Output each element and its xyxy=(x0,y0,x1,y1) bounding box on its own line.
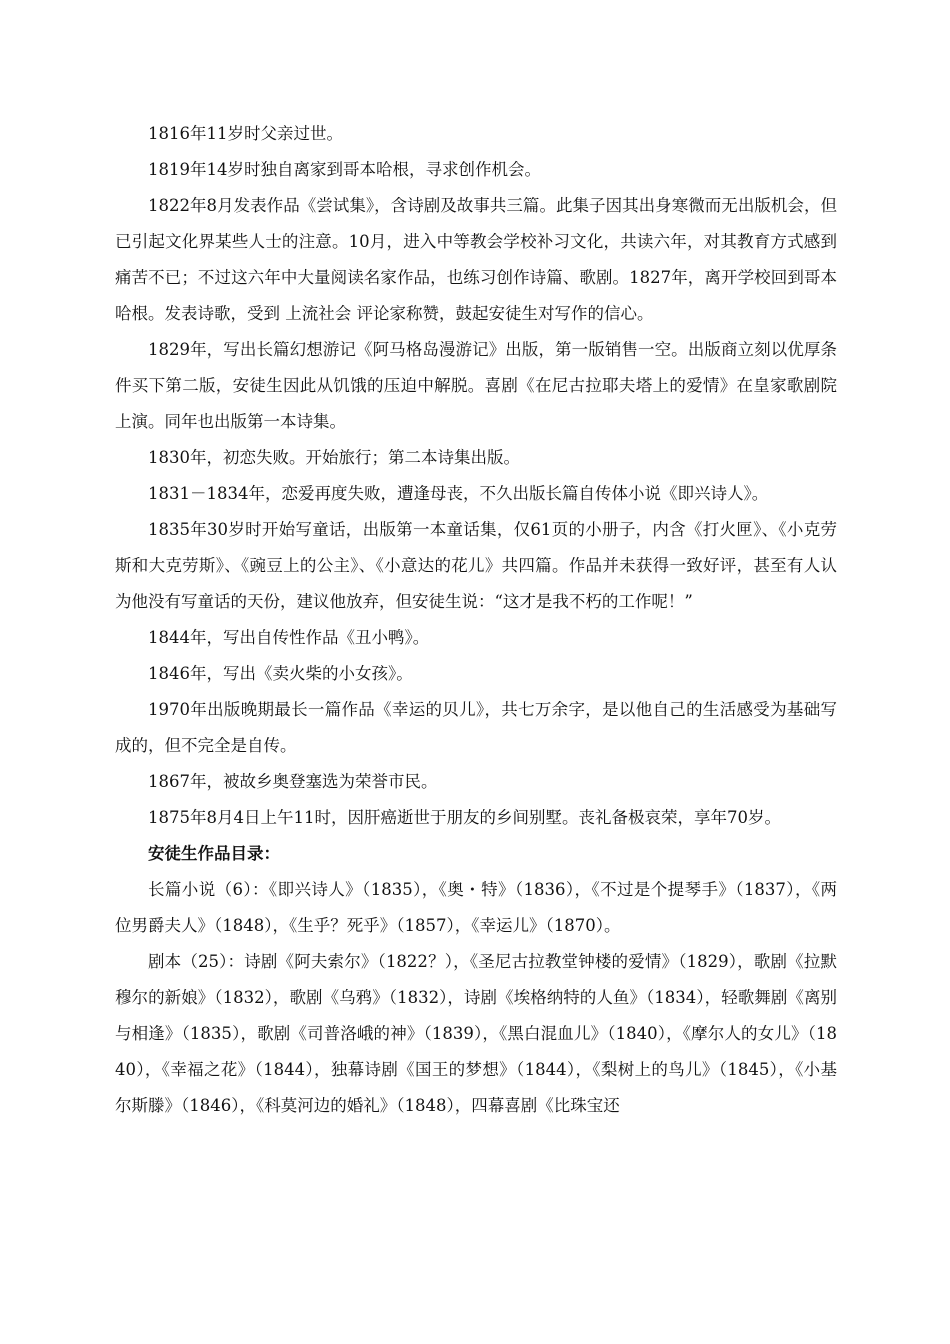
bio-paragraph-1846: 1846年，写出《卖火柴的小女孩》。 xyxy=(148,664,413,683)
bio-paragraph-1819: 1819年14岁时独自离家到哥本哈根，寻求创作机会。 xyxy=(148,160,541,179)
bio-paragraph-1830: 1830年，初恋失败。开始旅行；第二本诗集出版。 xyxy=(148,448,520,467)
works-plays: 剧本（25）：诗剧《阿夫索尔》（1822？），《圣尼古拉教堂钟楼的爱情》（1829），歌剧《拉默穆尔的新娘》（1832），歌剧《乌鸦》（1832），诗剧《埃格纳特的人鱼》（1834），轻歌舞剧《离别与相逢》（1835），歌剧《司普洛峨的神》（1839），《黑白混血儿》（1840），《摩尔人的女儿》（1840），《幸福之花》（1844），独幕诗剧《国王的梦想》（1844），《梨树上的鸟儿》（1845），《小基尔斯滕》（1846），《科莫河边的婚礼》（1848），四幕喜剧《比珠宝还 xyxy=(115,952,837,1115)
bio-paragraph-1829: 1829年，写出长篇幻想游记《阿马格岛漫游记》出版，第一版销售一空。出版商立刻以优厚条件买下第二版，安徒生因此从饥饿的压迫中解脱。喜剧《在尼古拉耶夫塔上的爱情》在皇家歌剧院上演。同年也出版第一本诗集。 xyxy=(115,340,837,431)
document-body xyxy=(115,116,837,1124)
bio-paragraph-1831: 1831－1834年，恋爱再度失败，遭逢母丧，不久出版长篇自传体小说《即兴诗人》。 xyxy=(148,484,769,503)
bio-paragraph-1816: 1816年11岁时父亲过世。 xyxy=(148,124,343,143)
bio-paragraph-1867: 1867年，被故乡奥登塞选为荣誉市民。 xyxy=(148,772,438,791)
bio-paragraph-1835: 1835年30岁时开始写童话，出版第一本童话集，仅61页的小册子，内含《打火匣》、《小克劳斯和大克劳斯》、《豌豆上的公主》、《小意达的花儿》共四篇。作品并未获得一致好评，甚至有人认为他没有写童话的天份，建议他放弃，但安徒生说：“这才是我不朽的工作呢！” xyxy=(115,520,837,611)
bio-paragraph-1970: 1970年出版晚期最长一篇作品《幸运的贝儿》，共七万余字，是以他自己的生活感受为基础写成的，但不完全是自传。 xyxy=(115,700,837,755)
bio-paragraph-1844: 1844年，写出自传性作品《丑小鸭》。 xyxy=(148,628,430,647)
works-novels: 长篇小说（6）：《即兴诗人》（1835），《奥・特》（1836），《不过是个提琴手》（1837），《两位男爵夫人》（1848），《生乎？死乎》（1857），《幸运儿》（1870）。 xyxy=(115,880,837,935)
works-heading: 安徒生作品目录： xyxy=(148,844,280,863)
bio-paragraph-1822: 1822年8月发表作品《尝试集》，含诗剧及故事共三篇。此集子因其出身寒微而无出版机会，但已引起文化界某些人士的注意。10月，进入中等教会学校补习文化，共读六年，对其教育方式感到痛苦不已；不过这六年中大量阅读名家作品，也练习创作诗篇、歌剧。1827年，离开学校回到哥本哈根。发表诗歌，受到 上流社会 评论家称赞，鼓起安徒生对写作的信心。 xyxy=(115,196,837,323)
bio-paragraph-1875: 1875年8月4日上午11时，因肝癌逝世于朋友的乡间别墅。丧礼备极哀荣，享年70岁。 xyxy=(148,808,781,827)
